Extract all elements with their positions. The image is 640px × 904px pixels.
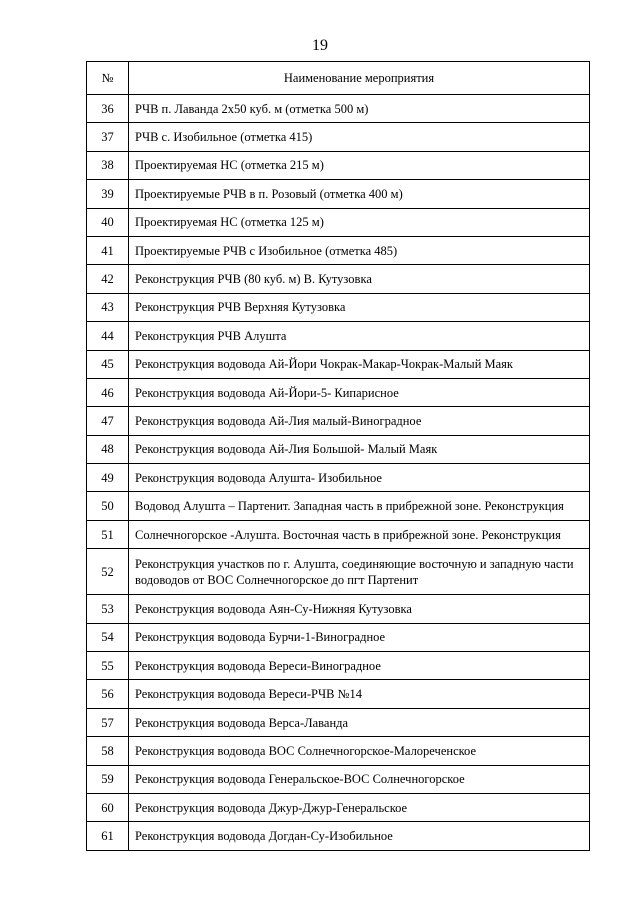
table-row bbox=[87, 95, 590, 123]
table-row bbox=[87, 822, 590, 850]
row-number: 47 bbox=[87, 407, 129, 435]
row-number: 55 bbox=[87, 652, 129, 680]
row-number: 40 bbox=[87, 208, 129, 236]
row-number: 56 bbox=[87, 680, 129, 708]
measure-name: Солнечногорское -Алушта. Восточная часть в прибрежной зоне. Реконструкция bbox=[129, 520, 590, 548]
table-row bbox=[87, 151, 590, 179]
row-number: 53 bbox=[87, 595, 129, 623]
measure-name: Водовод Алушта – Партенит. Западная часть в прибрежной зоне. Реконструкция bbox=[129, 492, 590, 520]
measure-name: Реконструкция водовода Ай-Йори Чокрак-Макар-Чокрак-Малый Маяк bbox=[129, 350, 590, 378]
table-row bbox=[87, 180, 590, 208]
table-row bbox=[87, 765, 590, 793]
header-number: № bbox=[87, 62, 129, 95]
table-row bbox=[87, 793, 590, 821]
row-number: 37 bbox=[87, 123, 129, 151]
measure-name: Реконструкция водовода Догдан-Су-Изобильное bbox=[129, 822, 590, 850]
table-row bbox=[87, 208, 590, 236]
table-row bbox=[87, 322, 590, 350]
row-number: 36 bbox=[87, 95, 129, 123]
measure-name: Реконструкция водовода Аян-Су-Нижняя Кутузовка bbox=[129, 595, 590, 623]
measure-name: РЧВ с. Изобильное (отметка 415) bbox=[129, 123, 590, 151]
measure-name: Проектируемые РЧВ в п. Розовый (отметка 400 м) bbox=[129, 180, 590, 208]
row-number: 46 bbox=[87, 378, 129, 406]
measure-name: Реконструкция РЧВ (80 куб. м) В. Кутузовка bbox=[129, 265, 590, 293]
row-number: 38 bbox=[87, 151, 129, 179]
table-row bbox=[87, 293, 590, 321]
table-row bbox=[87, 492, 590, 520]
row-number: 48 bbox=[87, 435, 129, 463]
measure-name: РЧВ п. Лаванда 2x50 куб. м (отметка 500 м) bbox=[129, 95, 590, 123]
table-row bbox=[87, 708, 590, 736]
table-row bbox=[87, 407, 590, 435]
measure-name: Реконструкция водовода Джур-Джур-Генеральское bbox=[129, 793, 590, 821]
table-row bbox=[87, 680, 590, 708]
measure-name: Реконструкция водовода Вереси-РЧВ №14 bbox=[129, 680, 590, 708]
measure-name: Реконструкция водовода Бурчи-1-Виноградное bbox=[129, 623, 590, 651]
measure-name: Реконструкция водовода Генеральское-ВОС Солнечногорское bbox=[129, 765, 590, 793]
row-number: 44 bbox=[87, 322, 129, 350]
row-number: 42 bbox=[87, 265, 129, 293]
measures-table bbox=[86, 61, 590, 851]
measure-name: Реконструкция водовода Ай-Йори-5- Кипарисное bbox=[129, 378, 590, 406]
measure-name: Реконструкция водовода Верса-Лаванда bbox=[129, 708, 590, 736]
table-row bbox=[87, 350, 590, 378]
table-row bbox=[87, 549, 590, 595]
measure-name: Проектируемая НС (отметка 125 м) bbox=[129, 208, 590, 236]
row-number: 52 bbox=[87, 549, 129, 595]
measure-name: Реконструкция водовода Вереси-Виноградное bbox=[129, 652, 590, 680]
row-number: 60 bbox=[87, 793, 129, 821]
measure-name: Проектируемая НС (отметка 215 м) bbox=[129, 151, 590, 179]
row-number: 49 bbox=[87, 464, 129, 492]
table-row bbox=[87, 737, 590, 765]
row-number: 41 bbox=[87, 236, 129, 264]
row-number: 45 bbox=[87, 350, 129, 378]
table-body bbox=[87, 95, 590, 851]
measure-name: Реконструкция водовода ВОС Солнечногорское-Малореченское bbox=[129, 737, 590, 765]
table-row bbox=[87, 520, 590, 548]
row-number: 51 bbox=[87, 520, 129, 548]
table-row bbox=[87, 123, 590, 151]
row-number: 54 bbox=[87, 623, 129, 651]
measure-name: Реконструкция водовода Ай-Лия Большой- Малый Маяк bbox=[129, 435, 590, 463]
table-row bbox=[87, 595, 590, 623]
table-row bbox=[87, 236, 590, 264]
table-row bbox=[87, 652, 590, 680]
measure-name: Реконструкция РЧВ Алушта bbox=[129, 322, 590, 350]
row-number: 58 bbox=[87, 737, 129, 765]
table-row bbox=[87, 435, 590, 463]
row-number: 43 bbox=[87, 293, 129, 321]
table-header bbox=[87, 62, 590, 95]
header-row bbox=[87, 62, 590, 95]
row-number: 57 bbox=[87, 708, 129, 736]
row-number: 61 bbox=[87, 822, 129, 850]
row-number: 39 bbox=[87, 180, 129, 208]
header-name: Наименование мероприятия bbox=[129, 62, 590, 95]
page-number: 19 bbox=[312, 37, 328, 54]
measure-name: Реконструкция водовода Алушта- Изобильное bbox=[129, 464, 590, 492]
row-number: 50 bbox=[87, 492, 129, 520]
measure-name: Реконструкция РЧВ Верхняя Кутузовка bbox=[129, 293, 590, 321]
measure-name: Реконструкция водовода Ай-Лия малый-Виноградное bbox=[129, 407, 590, 435]
table-row bbox=[87, 265, 590, 293]
measure-name: Проектируемые РЧВ с Изобильное (отметка 485) bbox=[129, 236, 590, 264]
table-row bbox=[87, 623, 590, 651]
table-row bbox=[87, 378, 590, 406]
measure-name: Реконструкция участков по г. Алушта, соединяющие восточную и западную части водоводов от ВОС Солнечногорское до пгт Партенит bbox=[129, 549, 590, 595]
row-number: 59 bbox=[87, 765, 129, 793]
table-row bbox=[87, 464, 590, 492]
